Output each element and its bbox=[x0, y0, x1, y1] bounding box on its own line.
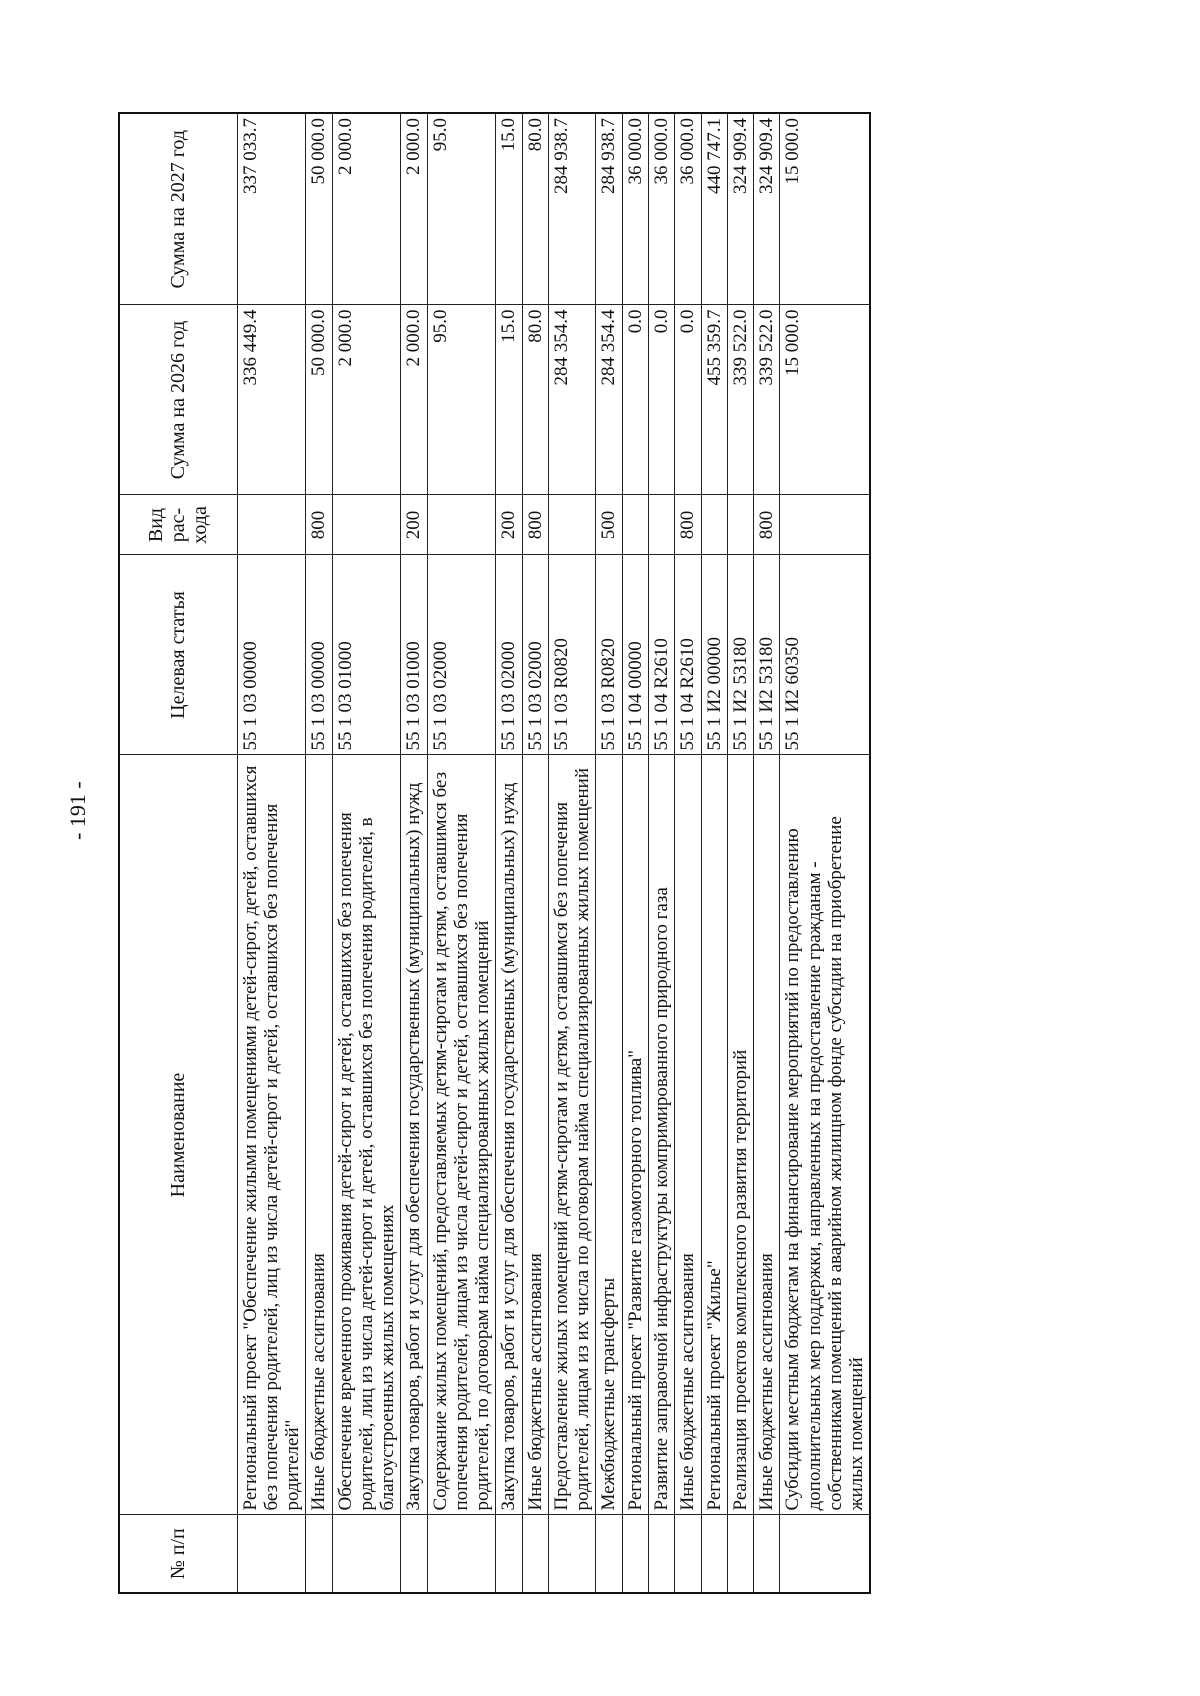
table-row bbox=[427, 113, 496, 1593]
row-num bbox=[622, 1515, 648, 1593]
row-code: 55 1 04 00000 bbox=[622, 555, 648, 755]
row-type: 200 bbox=[401, 495, 427, 555]
row-name: Обеспечение временного проживания детей-сирот и детей, оставшихся без попечения родителей, лиц из числа детей-сирот и детей, оставшихся без попечения родителей, в благоустроенных жилых помещениях bbox=[332, 755, 401, 1515]
row-type bbox=[427, 495, 496, 555]
row-type bbox=[649, 495, 675, 555]
header-name: Наименование bbox=[119, 755, 237, 1515]
row-name: Развитие заправочной инфраструктуры компримированного природного газа bbox=[649, 755, 675, 1515]
page-number: - 191 - bbox=[65, 781, 90, 840]
row-y2026: 339 522.0 bbox=[754, 305, 780, 495]
row-y2026: 2 000.0 bbox=[401, 305, 427, 495]
row-type bbox=[701, 495, 727, 555]
row-type: 800 bbox=[522, 495, 548, 555]
table-row bbox=[675, 113, 701, 1593]
row-y2026: 15.0 bbox=[496, 305, 522, 495]
row-code: 55 1 03 00000 bbox=[237, 555, 306, 755]
row-code: 55 1 03 01000 bbox=[332, 555, 401, 755]
row-y2027: 2 000.0 bbox=[401, 113, 427, 305]
row-code: 55 1 03 02000 bbox=[522, 555, 548, 755]
row-y2026: 339 522.0 bbox=[727, 305, 753, 495]
row-name: Содержание жилых помещений, предоставляемых детям-сиротам и детям, оставшимся без попечения родителей, лицам из числа детей-сирот и детей, оставшихся без попечения родителей, по договорам найма специализированных жилых помещений bbox=[427, 755, 496, 1515]
row-code: 55 1 04 R2610 bbox=[675, 555, 701, 755]
row-name: Субсидии местным бюджетам на финансирование мероприятий по предоставлению дополнительных мер поддержки, направленных на предоставление гражданам - собственникам помещений в аварийном жилищном фонде субсидии на приобретение жилых помещений bbox=[780, 755, 871, 1515]
row-num bbox=[649, 1515, 675, 1593]
table-row bbox=[596, 113, 622, 1593]
row-num bbox=[780, 1515, 871, 1593]
table-row bbox=[780, 113, 871, 1593]
row-code: 55 1 03 01000 bbox=[401, 555, 427, 755]
row-code: 55 1 03 02000 bbox=[427, 555, 496, 755]
row-code: 55 1 И2 53180 bbox=[754, 555, 780, 755]
row-num bbox=[427, 1515, 496, 1593]
row-y2027: 15.0 bbox=[496, 113, 522, 305]
row-y2026: 455 359.7 bbox=[701, 305, 727, 495]
row-y2027: 324 909.4 bbox=[727, 113, 753, 305]
table-row bbox=[522, 113, 548, 1593]
row-num bbox=[548, 1515, 596, 1593]
row-num bbox=[522, 1515, 548, 1593]
table-row bbox=[727, 113, 753, 1593]
row-name: Межбюджетные трансферты bbox=[596, 755, 622, 1515]
row-name: Иные бюджетные ассигнования bbox=[522, 755, 548, 1515]
row-type bbox=[332, 495, 401, 555]
row-code: 55 1 03 R0820 bbox=[596, 555, 622, 755]
budget-table bbox=[118, 112, 871, 1594]
row-y2026: 95.0 bbox=[427, 305, 496, 495]
row-y2026: 15 000.0 bbox=[780, 305, 871, 495]
row-y2026: 0.0 bbox=[649, 305, 675, 495]
header-y2027: Сумма на 2027 год bbox=[119, 113, 237, 305]
row-y2026: 284 354.4 bbox=[548, 305, 596, 495]
row-name: Реализация проектов комплексного развития территорий bbox=[727, 755, 753, 1515]
row-num bbox=[675, 1515, 701, 1593]
row-y2026: 2 000.0 bbox=[332, 305, 401, 495]
row-name: Региональный проект "Жилье" bbox=[701, 755, 727, 1515]
row-y2027: 36 000.0 bbox=[649, 113, 675, 305]
row-code: 55 1 И2 00000 bbox=[701, 555, 727, 755]
row-y2027: 337 033.7 bbox=[237, 113, 306, 305]
row-name: Предоставление жилых помещений детям-сиротам и детям, оставшимся без попечения родителей, лицам из их числа по договорам найма специализированных жилых помещений bbox=[548, 755, 596, 1515]
row-type bbox=[237, 495, 306, 555]
header-num: № п/п bbox=[119, 1515, 237, 1593]
row-num bbox=[496, 1515, 522, 1593]
row-y2026: 284 354.4 bbox=[596, 305, 622, 495]
row-name: Региональный проект "Развитие газомоторного топлива" bbox=[622, 755, 648, 1515]
table-row bbox=[237, 113, 306, 1593]
row-name: Иные бюджетные ассигнования bbox=[754, 755, 780, 1515]
header-type: Вид рас-хода bbox=[119, 495, 237, 555]
row-y2027: 36 000.0 bbox=[622, 113, 648, 305]
row-y2026: 50 000.0 bbox=[306, 305, 332, 495]
row-y2027: 284 938.7 bbox=[596, 113, 622, 305]
row-y2027: 36 000.0 bbox=[675, 113, 701, 305]
row-name: Региональный проект "Обеспечение жилыми помещениями детей-сирот, детей, оставшихся без попечения родителей, лиц из числа детей-сирот и детей, оставшихся без попечения родителей" bbox=[237, 755, 306, 1515]
table-row bbox=[332, 113, 401, 1593]
row-num bbox=[701, 1515, 727, 1593]
row-code: 55 1 03 R0820 bbox=[548, 555, 596, 755]
row-y2027: 80.0 bbox=[522, 113, 548, 305]
row-type bbox=[622, 495, 648, 555]
row-name: Иные бюджетные ассигнования bbox=[675, 755, 701, 1515]
row-num bbox=[306, 1515, 332, 1593]
row-code: 55 1 03 00000 bbox=[306, 555, 332, 755]
row-type bbox=[727, 495, 753, 555]
row-y2026: 0.0 bbox=[675, 305, 701, 495]
row-type: 800 bbox=[306, 495, 332, 555]
row-num bbox=[727, 1515, 753, 1593]
row-name: Закупка товаров, работ и услуг для обеспечения государственных (муниципальных) нужд bbox=[401, 755, 427, 1515]
row-y2027: 324 909.4 bbox=[754, 113, 780, 305]
table-row bbox=[496, 113, 522, 1593]
row-code: 55 1 04 R2610 bbox=[649, 555, 675, 755]
row-type: 200 bbox=[496, 495, 522, 555]
row-type: 500 bbox=[596, 495, 622, 555]
row-num bbox=[237, 1515, 306, 1593]
row-type: 800 bbox=[754, 495, 780, 555]
table-row bbox=[548, 113, 596, 1593]
header-y2026: Сумма на 2026 год bbox=[119, 305, 237, 495]
table-row bbox=[649, 113, 675, 1593]
table-row bbox=[306, 113, 332, 1593]
header-code: Целевая статья bbox=[119, 555, 237, 755]
row-name: Иные бюджетные ассигнования bbox=[306, 755, 332, 1515]
row-code: 55 1 И2 60350 bbox=[780, 555, 871, 755]
row-num bbox=[401, 1515, 427, 1593]
row-y2027: 95.0 bbox=[427, 113, 496, 305]
row-type bbox=[780, 495, 871, 555]
table-row bbox=[754, 113, 780, 1593]
row-code: 55 1 03 02000 bbox=[496, 555, 522, 755]
row-y2027: 2 000.0 bbox=[332, 113, 401, 305]
row-y2027: 50 000.0 bbox=[306, 113, 332, 305]
table-header-row bbox=[119, 113, 237, 1593]
row-y2027: 15 000.0 bbox=[780, 113, 871, 305]
row-type: 800 bbox=[675, 495, 701, 555]
row-num bbox=[332, 1515, 401, 1593]
table-row bbox=[701, 113, 727, 1593]
table-row bbox=[622, 113, 648, 1593]
rotated-table-wrapper bbox=[118, 114, 1083, 1594]
row-y2027: 284 938.7 bbox=[548, 113, 596, 305]
row-y2026: 80.0 bbox=[522, 305, 548, 495]
row-num bbox=[754, 1515, 780, 1593]
row-y2026: 336 449.4 bbox=[237, 305, 306, 495]
row-y2027: 440 747.1 bbox=[701, 113, 727, 305]
table-row bbox=[401, 113, 427, 1593]
row-num bbox=[596, 1515, 622, 1593]
row-y2026: 0.0 bbox=[622, 305, 648, 495]
row-name: Закупка товаров, работ и услуг для обеспечения государственных (муниципальных) нужд bbox=[496, 755, 522, 1515]
row-code: 55 1 И2 53180 bbox=[727, 555, 753, 755]
row-type bbox=[548, 495, 596, 555]
